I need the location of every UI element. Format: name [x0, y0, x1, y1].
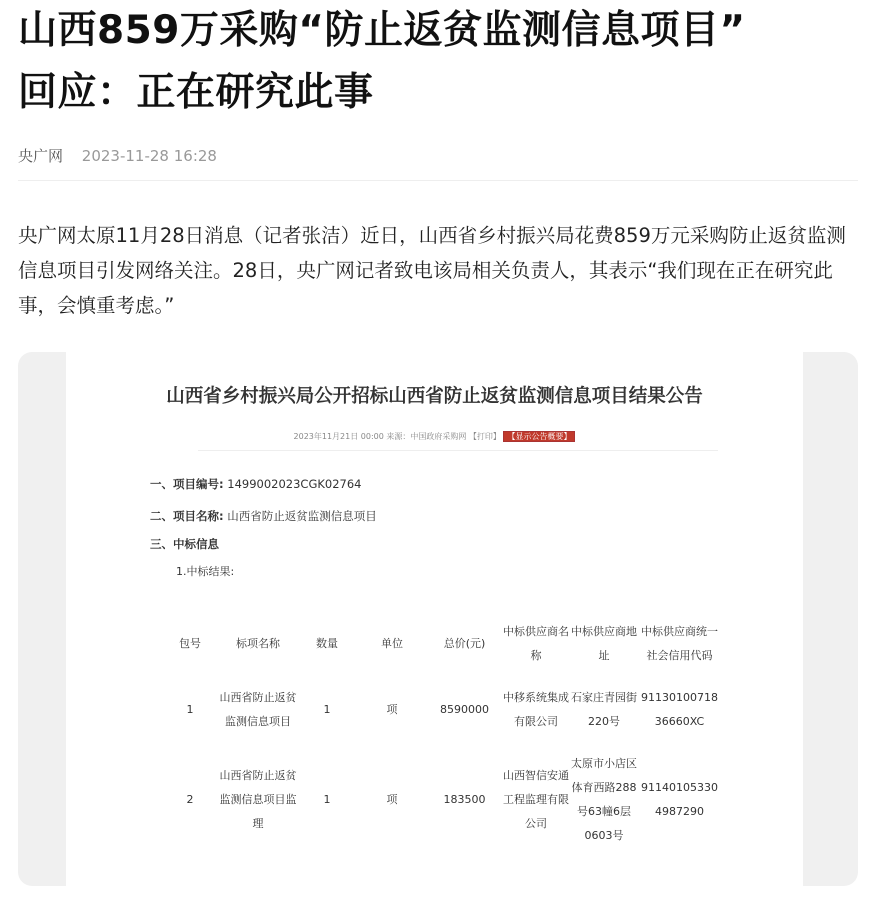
- project-name-label: 二、项目名称:: [150, 509, 224, 523]
- notice-divider: [198, 450, 718, 451]
- article-source[interactable]: 央广网: [18, 147, 64, 165]
- table-header: 中标供应商名称: [503, 625, 569, 662]
- table-header: 中标供应商统一社会信用代码: [641, 625, 718, 662]
- table-header: 中标供应商地址: [571, 625, 637, 662]
- article-meta: [18, 145, 217, 166]
- table-cell: 中移系统集成有限公司: [503, 691, 569, 728]
- notice-title: 山西省乡村振兴局公开招标山西省防止返贫监测信息项目结果公告: [166, 386, 703, 407]
- table-cell: 183500: [443, 793, 486, 806]
- table-cell: 9113010071836660XC: [641, 691, 718, 728]
- article: [18, 0, 858, 317]
- article-title: [18, 0, 858, 124]
- article-title-line-1: 山西859万采购“防止返贫监测信息项目”: [18, 8, 746, 53]
- table-cell: 8590000: [440, 703, 489, 716]
- table-header-row: [161, 620, 721, 668]
- article-title-line-2: 回应：正在研究此事: [18, 70, 374, 115]
- table-cell: 项: [386, 793, 398, 806]
- table-cell: 项: [386, 703, 398, 716]
- table-cell: 1: [323, 793, 331, 806]
- notice-summary-tag: 【显示公告概要】: [503, 431, 575, 442]
- table-cell: 1: [186, 703, 194, 716]
- table-cell: 山西省防止返贫监测信息项目监理: [219, 769, 297, 830]
- table-cell: 1: [323, 703, 331, 716]
- award-info-heading: [150, 536, 219, 552]
- notice-document: [66, 352, 803, 886]
- table-cell: 山西智信安通工程监理有限公司: [503, 769, 569, 830]
- table-header: 总价(元): [443, 637, 486, 650]
- table-cell: 山西省防止返贫监测信息项目: [219, 691, 297, 728]
- table-header: 单位: [381, 637, 403, 650]
- table-cell: 911401053304987290: [641, 781, 718, 818]
- table-cell: 太原市小店区体育西路288号63幢6层0603号: [571, 757, 637, 842]
- notice-meta-text: 2023年11月21日 00:00 来源：中国政府采购网 【打印】: [293, 432, 501, 441]
- award-info-label: 三、中标信息: [150, 537, 219, 551]
- project-name-value: 山西省防止返贫监测信息项目: [227, 509, 377, 523]
- project-number-value: 1499002023CGK02764: [227, 477, 362, 491]
- article-image: [18, 352, 858, 886]
- table-header: 数量: [316, 637, 338, 650]
- table-header: 标项名称: [236, 637, 280, 650]
- table-row: [161, 752, 721, 848]
- table-row: [161, 668, 721, 752]
- project-number-label: 一、项目编号:: [150, 477, 224, 491]
- award-table: [161, 620, 721, 848]
- article-datetime: 2023-11-28 16:28: [81, 147, 217, 165]
- table-cell: 石家庄青园街220号: [571, 691, 637, 728]
- notice-meta: [66, 431, 803, 442]
- table-header: 包号: [179, 637, 201, 650]
- divider: [18, 180, 858, 181]
- table-cell: 2: [186, 793, 194, 806]
- article-lead: 央广网太原11月28日消息（记者张洁）近日，山西省乡村振兴局花费859万元采购防止返贫监测信息项目引发网络关注。28日，央广网记者致电该局相关负责人，其表示“我们现在正在研究此事，会慎重考虑。”: [18, 224, 846, 317]
- project-name: [150, 508, 377, 524]
- award-result-label: 1.中标结果:: [176, 565, 235, 578]
- project-number: [150, 476, 362, 492]
